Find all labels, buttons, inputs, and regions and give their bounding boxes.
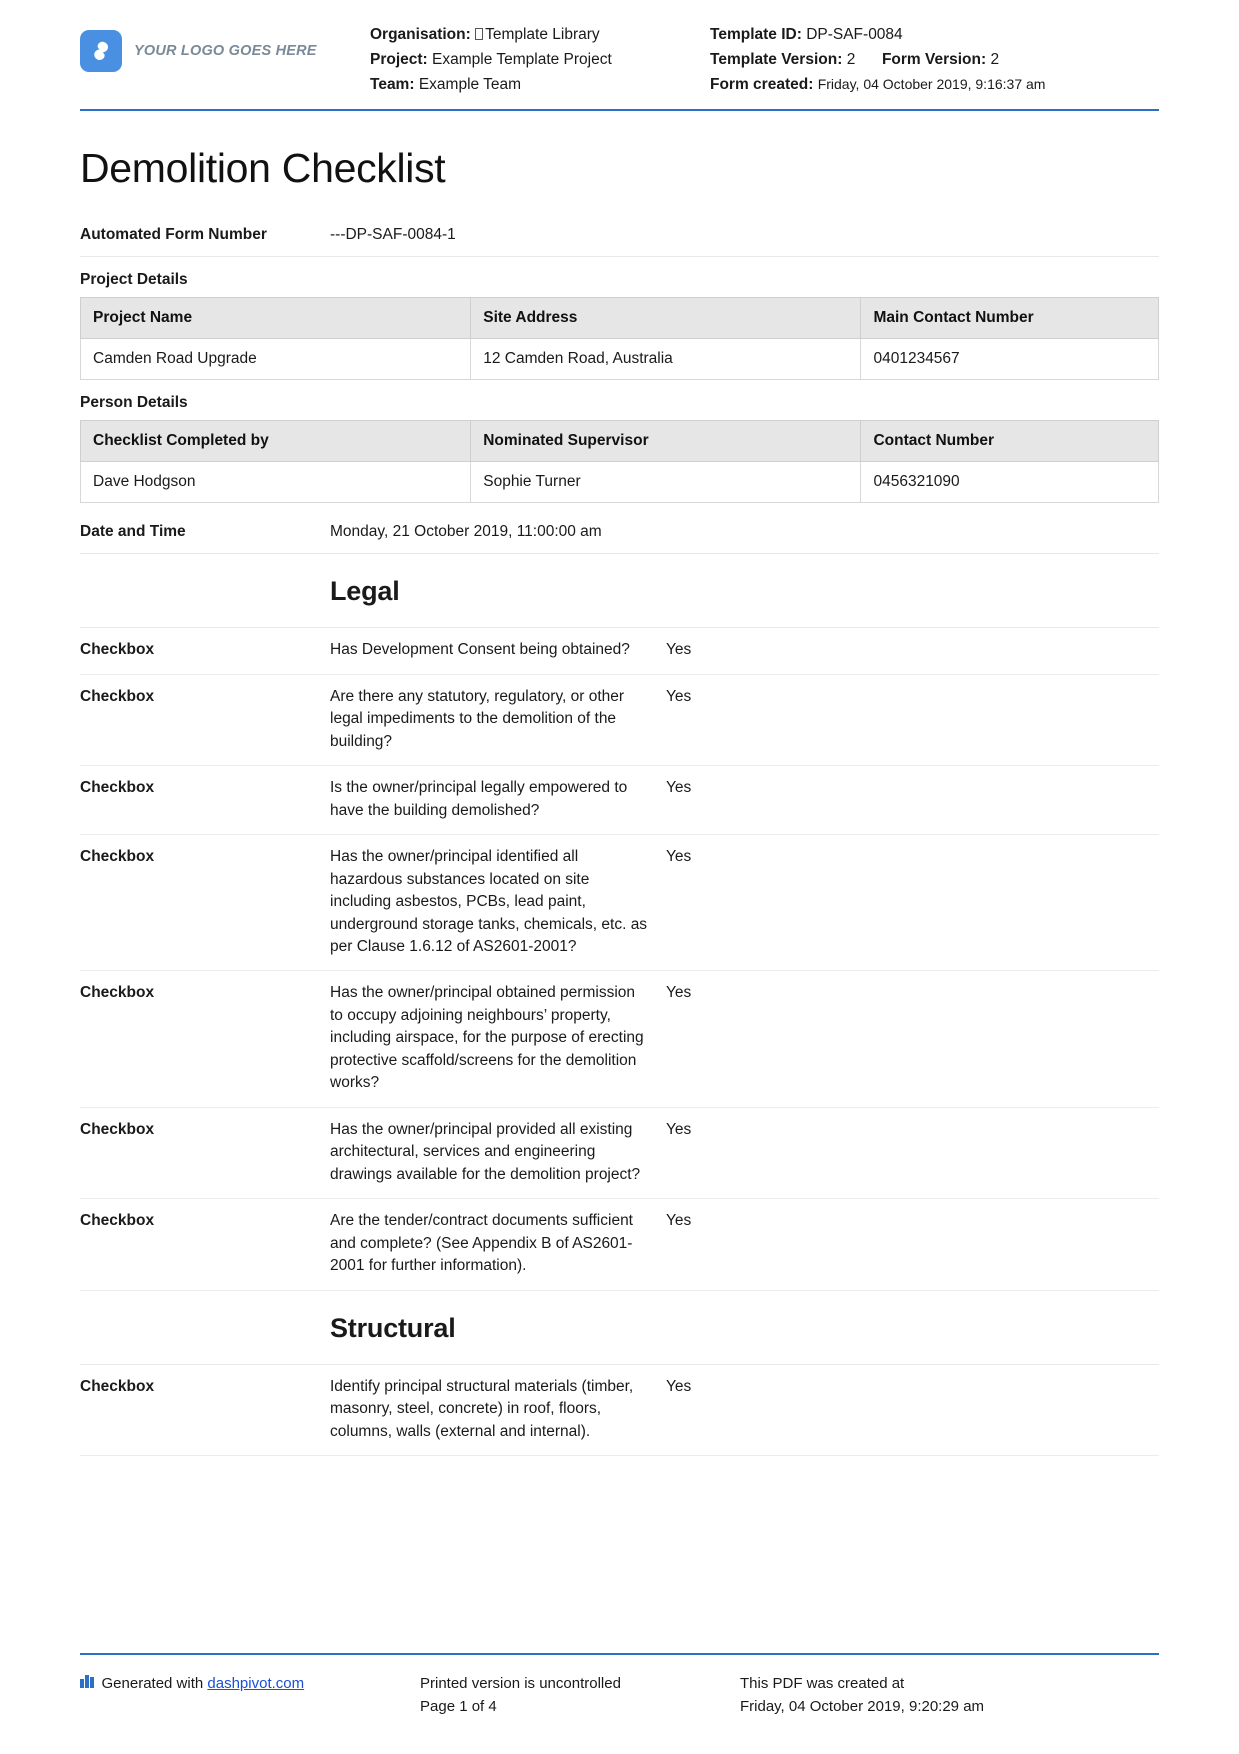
checklist-item[interactable] <box>80 1199 1159 1290</box>
section-heading-structural <box>80 1291 1159 1365</box>
header-divider <box>80 109 1159 111</box>
document-header <box>80 0 1159 109</box>
table-cell: 0401234567 <box>861 339 1159 380</box>
section-heading-legal <box>80 553 1159 628</box>
header-meta-right <box>710 22 1159 97</box>
table-cell: Sophie Turner <box>471 462 861 503</box>
footer-generated-block <box>80 1673 420 1718</box>
table-header-row <box>81 421 1159 462</box>
column-header: Project Name <box>81 298 471 339</box>
table-header-row <box>81 298 1159 339</box>
missing-glyph-icon <box>475 28 483 40</box>
column-header: Checklist Completed by <box>81 421 471 462</box>
checklist-item[interactable] <box>80 675 1159 766</box>
section-title: Structural <box>330 1312 456 1343</box>
template-id-line <box>710 22 1159 47</box>
team-value: Example Team <box>418 76 522 94</box>
checklist-item-answer: Yes <box>666 1120 692 1138</box>
person-details-caption: Person Details <box>80 394 188 412</box>
checklist-item-answer: Yes <box>666 779 692 797</box>
project-value: Example Template Project <box>432 51 612 69</box>
header-meta-left <box>370 22 710 97</box>
checklist-item-question: Has the owner/principal obtained permission to occupy adjoining neighbours’ property, including airspace, for the purpose of erecting protective scaffold/screens for the demolition works? <box>330 984 644 1092</box>
logo-text: YOUR LOGO GOES HERE <box>134 43 317 59</box>
table-row <box>81 339 1159 380</box>
checklist-item-answer: Yes <box>666 848 692 866</box>
checklist-item-answer: Yes <box>666 1212 692 1230</box>
checklist-item-type: Checkbox <box>80 848 155 866</box>
automated-form-number-value: ---DP-SAF-0084-1 <box>330 226 456 244</box>
date-and-time-label: Date and Time <box>80 523 186 541</box>
project-details-table <box>80 297 1159 380</box>
table-cell: 0456321090 <box>861 462 1159 503</box>
template-version-value: 2 <box>846 51 856 69</box>
checklist-item-answer: Yes <box>666 984 692 1002</box>
section-title: Legal <box>330 576 400 607</box>
form-created-line <box>710 72 1159 97</box>
checklist-item-type: Checkbox <box>80 687 155 705</box>
date-and-time-value: Monday, 21 October 2019, 11:00:00 am <box>330 523 602 541</box>
checklist-item-question: Are there any statutory, regulatory, or other legal impediments to the demolition of the building? <box>330 687 625 750</box>
checklist-item-type: Checkbox <box>80 641 155 659</box>
bar-chart-icon <box>80 1673 94 1688</box>
organisation-value: Template Library <box>485 26 600 43</box>
table-row <box>81 462 1159 503</box>
person-details-table <box>80 420 1159 503</box>
column-header: Site Address <box>471 298 861 339</box>
checklist-item-type: Checkbox <box>80 1212 155 1230</box>
team-label: Team: <box>370 76 415 94</box>
footer-divider <box>80 1653 1159 1655</box>
checklist-item-question: Is the owner/principal legally empowered to have the building demolished? <box>330 779 628 819</box>
page-number: Page 1 of 4 <box>420 1697 497 1715</box>
checklist-item-question: Has the owner/principal provided all existing architectural, services and engineering drawings available for the demolition project? <box>330 1120 641 1183</box>
checklist-item-question: Identify principal structural materials (timber, masonry, steel, concrete) in roof, floors, columns, walls (external and internal). <box>330 1377 634 1440</box>
form-created-label: Form created: <box>710 76 814 94</box>
print-notice: Printed version is uncontrolled <box>420 1675 621 1692</box>
checklist-item-question: Are the tender/contract documents sufficient and complete? (See Appendix B of AS2601-2001 for further information). <box>330 1212 633 1275</box>
checklist-item[interactable] <box>80 835 1159 971</box>
checklist-item[interactable] <box>80 1108 1159 1199</box>
checklist-item[interactable] <box>80 1365 1159 1456</box>
team-line <box>370 72 710 97</box>
project-line <box>370 47 710 72</box>
checklist-item[interactable] <box>80 766 1159 835</box>
table-cell: Dave Hodgson <box>81 462 471 503</box>
table-cell: 12 Camden Road, Australia <box>471 339 861 380</box>
footer-created-block <box>740 1673 1159 1718</box>
template-version-label: Template Version: <box>710 51 843 69</box>
organisation-line <box>370 22 710 47</box>
form-version-label: Form Version: <box>881 51 987 69</box>
column-header: Nominated Supervisor <box>471 421 861 462</box>
generated-with-label: Generated with <box>101 1675 204 1692</box>
table-cell: Camden Road Upgrade <box>81 339 471 380</box>
template-id-label: Template ID: <box>710 26 802 43</box>
checklist-item-type: Checkbox <box>80 1377 155 1395</box>
checklist-item[interactable] <box>80 628 1159 674</box>
column-header: Contact Number <box>861 421 1159 462</box>
logo-block <box>80 22 370 72</box>
document-footer <box>0 1653 1239 1718</box>
project-label: Project: <box>370 51 428 69</box>
checklist-item-answer: Yes <box>666 1377 692 1395</box>
checklist-item[interactable] <box>80 971 1159 1107</box>
template-id-value: DP-SAF-0084 <box>806 26 903 43</box>
automated-form-number-label: Automated Form Number <box>80 226 267 244</box>
version-line <box>710 47 1159 72</box>
checklist-item-question: Has the owner/principal identified all hazardous substances located on site including asbestos, PCBs, lead paint, underground storage tanks, chemicals, etc. as per Clause 1.6.12 of AS2601-2001? <box>330 848 648 956</box>
checklist-item-answer: Yes <box>666 641 692 659</box>
page-title: Demolition Checklist <box>80 145 446 192</box>
column-header: Main Contact Number <box>861 298 1159 339</box>
date-and-time-row <box>80 507 1159 553</box>
checklist-item-type: Checkbox <box>80 984 155 1002</box>
checklist-item-type: Checkbox <box>80 779 155 797</box>
organisation-label: Organisation: <box>370 26 471 43</box>
form-created-value: Friday, 04 October 2019, 9:16:37 am <box>817 76 1046 93</box>
dashpivot-link[interactable]: dashpivot.com <box>207 1675 305 1692</box>
footer-print-notice-block <box>420 1673 740 1718</box>
company-logo-icon <box>80 30 122 72</box>
checklist-item-type: Checkbox <box>80 1120 155 1138</box>
pdf-created-timestamp: Friday, 04 October 2019, 9:20:29 am <box>740 1697 985 1715</box>
checklist-item-answer: Yes <box>666 687 692 705</box>
project-details-caption: Project Details <box>80 271 188 289</box>
form-version-value: 2 <box>990 51 1000 69</box>
automated-form-number-row <box>80 218 1159 257</box>
pdf-created-label: This PDF was created at <box>740 1675 905 1692</box>
checklist-item-question: Has Development Consent being obtained? <box>330 641 630 659</box>
